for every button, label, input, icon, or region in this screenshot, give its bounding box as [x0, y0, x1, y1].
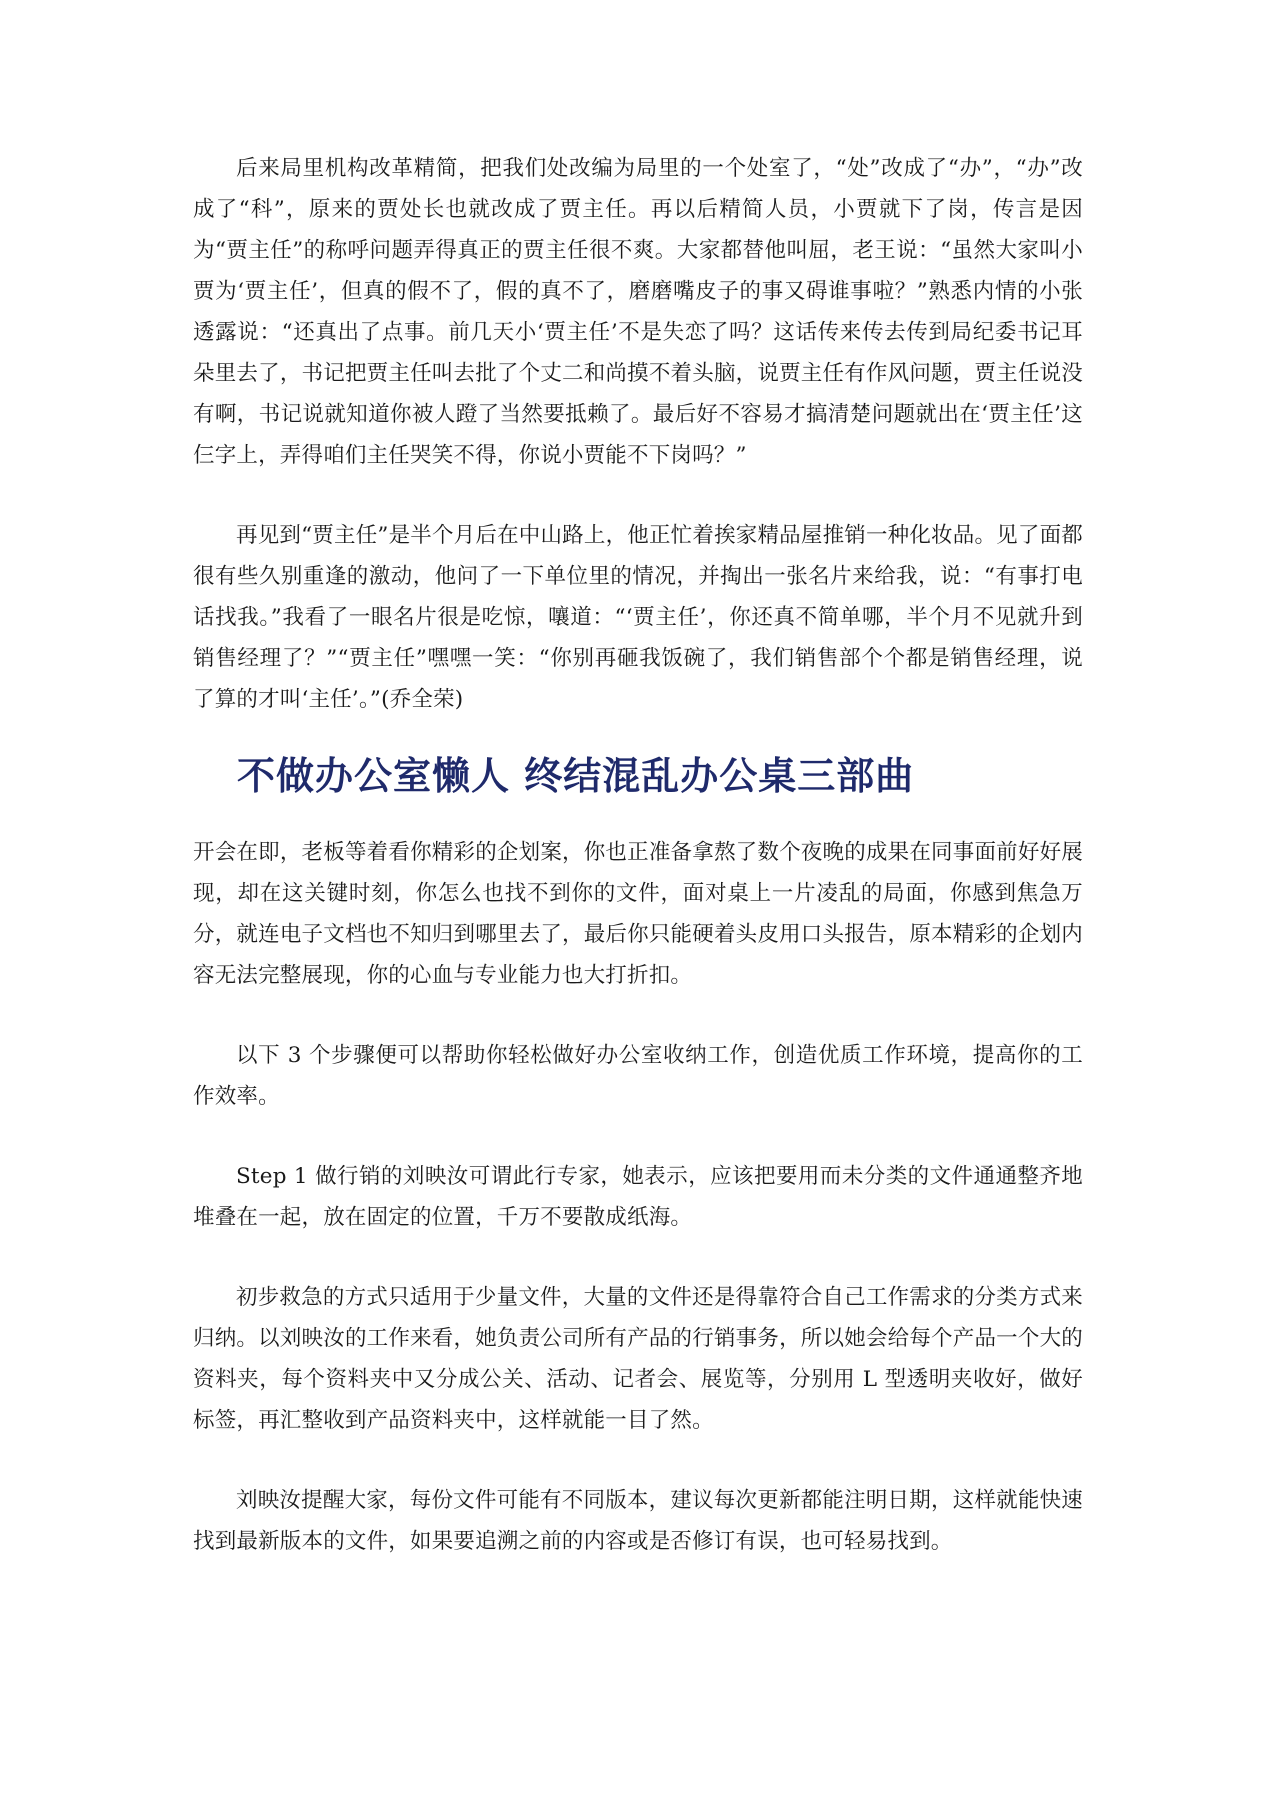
story-paragraph-1: 后来局里机构改革精简，把我们处改编为局里的一个处室了，“处”改成了“办”，“办”改成了“科”，原来的贾处长也就改成了贾主任。再以后精简人员，小贾就下了岗，传言是因为“贾主任”的称呼问题弄得真正的贾主任很不爽。大家都替他叫屈，老王说：“虽然大家叫小贾为‘贾主任’，但真的假不了，假的真不了，磨磨嘴皮子的事又碍谁事啦？”熟悉内情的小张透露说：“还真出了点事。前几天小‘贾主任’不是失恋了吗？这话传来传去传到局纪委书记耳朵里去了，书记把贾主任叫去批了个丈二和尚摸不着头脑，说贾主任有作风问题，贾主任说没有啊，书记说就知道你被人蹬了当然要抵赖了。最后好不容易才搞清楚问题就出在‘贾主任’这仨字上，弄得咱们主任哭笑不得，你说小贾能不下岗吗？”	[193, 156, 1083, 468]
story-paragraph-2: 再见到“贾主任”是半个月后在中山路上，他正忙着挨家精品屋推销一种化妆品。见了面都很有些久别重逢的激动，他问了一下单位里的情况，并掏出一张名片来给我，说：“有事打电话找我。”我看了一眼名片很是吃惊，嚷道：“‘贾主任’，你还真不简单哪，半个月不见就升到销售经理了？”“贾主任”嘿嘿一笑：“你别再砸我饭碗了，我们销售部个个都是销售经理，说了算的才叫‘主任’。”(乔全荣)	[193, 523, 1083, 712]
article-title: 不做办公室懒人 终结混乱办公桌三部曲	[237, 754, 915, 798]
document-page	[193, 148, 1083, 1562]
article-paragraph-1: 开会在即，老板等着看你精彩的企划案，你也正准备拿熬了数个夜晚的成果在同事面前好好展现，却在这关键时刻，你怎么也找不到你的文件，面对桌上一片凌乱的局面，你感到焦急万分，就连电子文档也不知归到哪里去了，最后你只能硬着头皮用口头报告，原本精彩的企划内容无法完整展现，你的心血与专业能力也大打折扣。	[193, 840, 1083, 988]
article-paragraph-3: Step 1 做行销的刘映汝可谓此行专家，她表示，应该把要用而未分类的文件通通整齐地堆叠在一起，放在固定的位置，千万不要散成纸海。	[193, 1164, 1083, 1230]
article-paragraph-2: 以下 3 个步骤便可以帮助你轻松做好办公室收纳工作，创造优质工作环境，提高你的工作效率。	[193, 1043, 1083, 1109]
article-paragraph-5: 刘映汝提醒大家，每份文件可能有不同版本，建议每次更新都能注明日期，这样就能快速找到最新版本的文件，如果要追溯之前的内容或是否修订有误，也可轻易找到。	[193, 1488, 1083, 1554]
article-paragraph-4: 初步救急的方式只适用于少量文件，大量的文件还是得靠符合自己工作需求的分类方式来归纳。以刘映汝的工作来看，她负责公司所有产品的行销事务，所以她会给每个产品一个大的资料夹，每个资料夹中又分成公关、活动、记者会、展览等，分别用 L 型透明夹收好，做好标签，再汇整收到产品资料夹中，这样就能一目了然。	[193, 1285, 1083, 1433]
